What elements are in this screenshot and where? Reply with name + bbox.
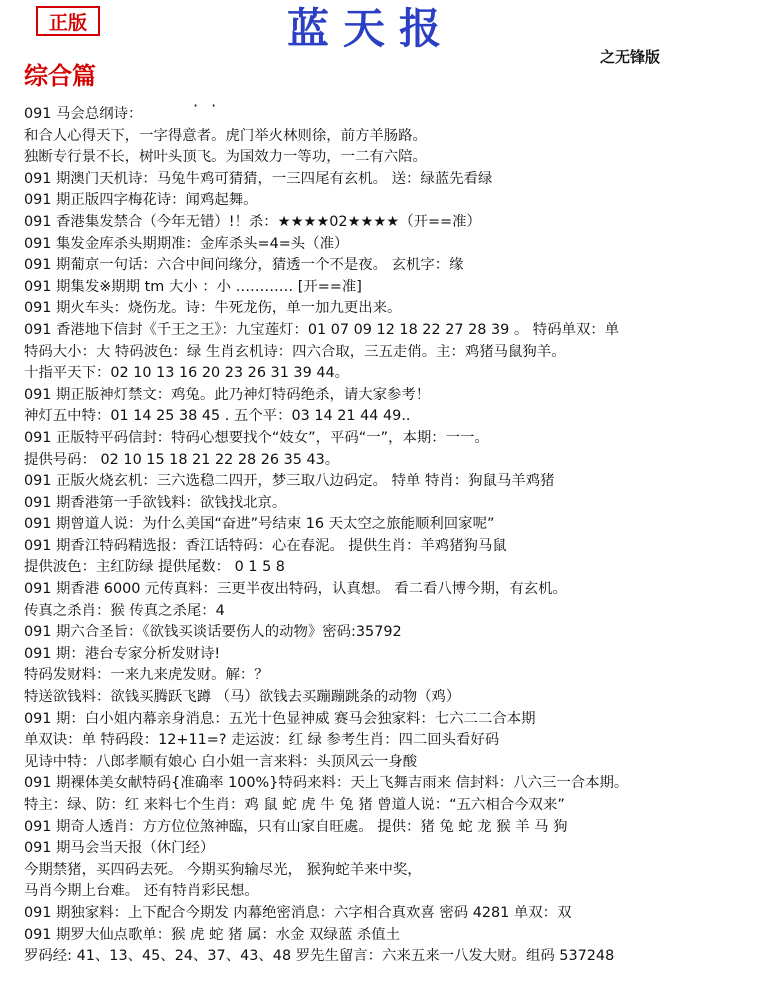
text-line: 091 期葡京一句话：六合中间问缘分，猜透一个不是夜。 玄机字：缘: [24, 257, 464, 274]
text-line: 091 期裸体美女献特码{准确率 100%}特码来料：天上飞舞吉雨来 信封料：八六三一合本期。: [24, 775, 629, 792]
text-line: 提供号码： 02 10 15 18 21 22 28 26 35 43。: [24, 451, 340, 468]
text-line: 091 期香港第一手欲钱料：欲钱找北京。: [24, 494, 287, 511]
text-line: 单双诀：单 特码段：12+11=? 走运波：红 绿 参考生肖：四二回头看好码: [24, 732, 500, 749]
text-line: 091 正版特平码信封：特码心想要找个“妓女”，平码“一”，本期：一一。: [24, 429, 489, 446]
text-line: 091 正版火烧玄机：三六选稳二四开，梦三取八边码定。 特单 特肖：狗鼠马羊鸡猪: [24, 473, 555, 490]
text-line: 091 期：港台专家分析发财诗!: [24, 645, 221, 662]
text-line: 特送欲钱料：欲钱买腾跃飞蹲 （马）欲钱去买蹦蹦跳条的动物（鸡）: [24, 689, 461, 706]
text-line: 神灯五中特：01 14 25 38 45 . 五个平：03 14 21 44 49..: [24, 408, 411, 425]
text-line: 今期禁猪，买四码去死。 今期买狗输尽光， 猴狗蛇羊来中奖，: [24, 861, 422, 878]
text-line: 091 期：白小姐内幕亲身消息：五光十色显神威 赛马会独家料：七六二二合本期: [24, 710, 536, 727]
text-line: 见诗中特：八郎孝顺有娘心 白小姐一言来料：头顶风云一身酸: [24, 753, 418, 770]
text-line: 091 香港集发禁合（今年无错）!！杀：★★★★02★★★★（开==准）: [24, 213, 481, 230]
text-line: 091 集发金库杀头期期准：金库杀头=4=头（准）: [24, 235, 349, 252]
text-line: 091 马会总纲诗：: [24, 106, 143, 122]
text-line: 091 期澳门天机诗：马兔牛鸡可猜猜，一三四尾有玄机。 送：绿蓝先看绿: [24, 170, 493, 187]
edition-stamp: 正版: [36, 6, 100, 36]
text-line: 091 期曾道人说：为什么美国“奋进”号结束 16 天太空之旅能顺利回家呢”: [24, 516, 495, 533]
text-line: 091 期正版神灯禁文：鸡兔。此乃神灯特码绝杀，请大家参考！: [24, 386, 431, 403]
text-line: 特码大小：大 特码波色：绿 生肖玄机诗：四六合取，三五走俏。主：鸡猪马鼠狗羊。: [24, 343, 566, 360]
text-line: 091 期火车头：烧伤龙。诗：牛死龙伤，单一加九更出来。: [24, 300, 402, 317]
text-line: 091 香港地下信封《千王之王》：九宝莲灯：01 07 09 12 18 22 27 28 39 。 特码单双：单: [24, 321, 620, 338]
text-line: 091 期独家料：上下配合今期发 内幕绝密消息：六字相合真欢喜 密码 4281 单双：双: [24, 904, 572, 921]
edition-label: 之无锋版: [600, 48, 661, 66]
text-line: 091 期六合圣旨：《欲钱买谈话要伤人的动物》密码:35792: [24, 624, 402, 641]
decorative-dots: · ·: [193, 96, 221, 115]
text-line: 091 期正版四字梅花诗：闻鸡起舞。: [24, 192, 258, 209]
text-line: 091 期香港 6000 元传真料：三更半夜出特码，认真想。 看二看八博今期，有玄机。: [24, 581, 567, 598]
content-lines: [24, 104, 764, 968]
text-line: 091 期马会当天报（休门经）: [24, 840, 215, 857]
text-line: 提供波色：主红防绿 提供尾数： 0 1 5 8: [24, 559, 285, 576]
text-line: 独断专行景不长，树叶头顶飞。为国效力一等功，一二有六陪。: [24, 149, 427, 166]
text-line: 091 期罗大仙点歌单：猴 虎 蛇 猪 属：水金 双绿蓝 杀值土: [24, 926, 401, 943]
text-line: 罗码经: 41、13、45、24、37、43、48 罗先生留言：六来五来一八发大财。组码 537248: [24, 948, 615, 965]
text-line: 091 期集发※期期 tm 大小 ：小 ………… [开==准]: [24, 278, 362, 295]
text-line: 和合人心得天下，一字得意者。虎门举火林则徐，前方羊肠路。: [24, 127, 427, 144]
section-heading: 综合篇: [24, 61, 96, 90]
text-line: 马肖今期上台难。 还有特肖彩民想。: [24, 883, 259, 900]
text-line: 091 期奇人透肖：方方位位煞神臨，只有山家自旺處。 提供：猪 兔 蛇 龙 猴 羊 马 狗: [24, 818, 568, 835]
text-line: 传真之杀肖：猴 传真之杀尾：4: [24, 602, 225, 619]
text-line: 十指平天下：02 10 13 16 20 23 26 31 39 44。: [24, 365, 350, 382]
text-line: 特主：绿、防：红 来料七个生肖：鸡 鼠 蛇 虎 牛 兔 猪 曾道人说：“五六相合今双来”: [24, 797, 565, 813]
newspaper-title: 蓝天报: [286, 4, 455, 53]
text-line: 091 期香江特码精选报：香江话特码：心在春泥。 提供生肖：羊鸡猪狗马鼠: [24, 537, 507, 554]
text-line: 特码发财料：一来九来虎发财。解：？: [24, 667, 269, 684]
